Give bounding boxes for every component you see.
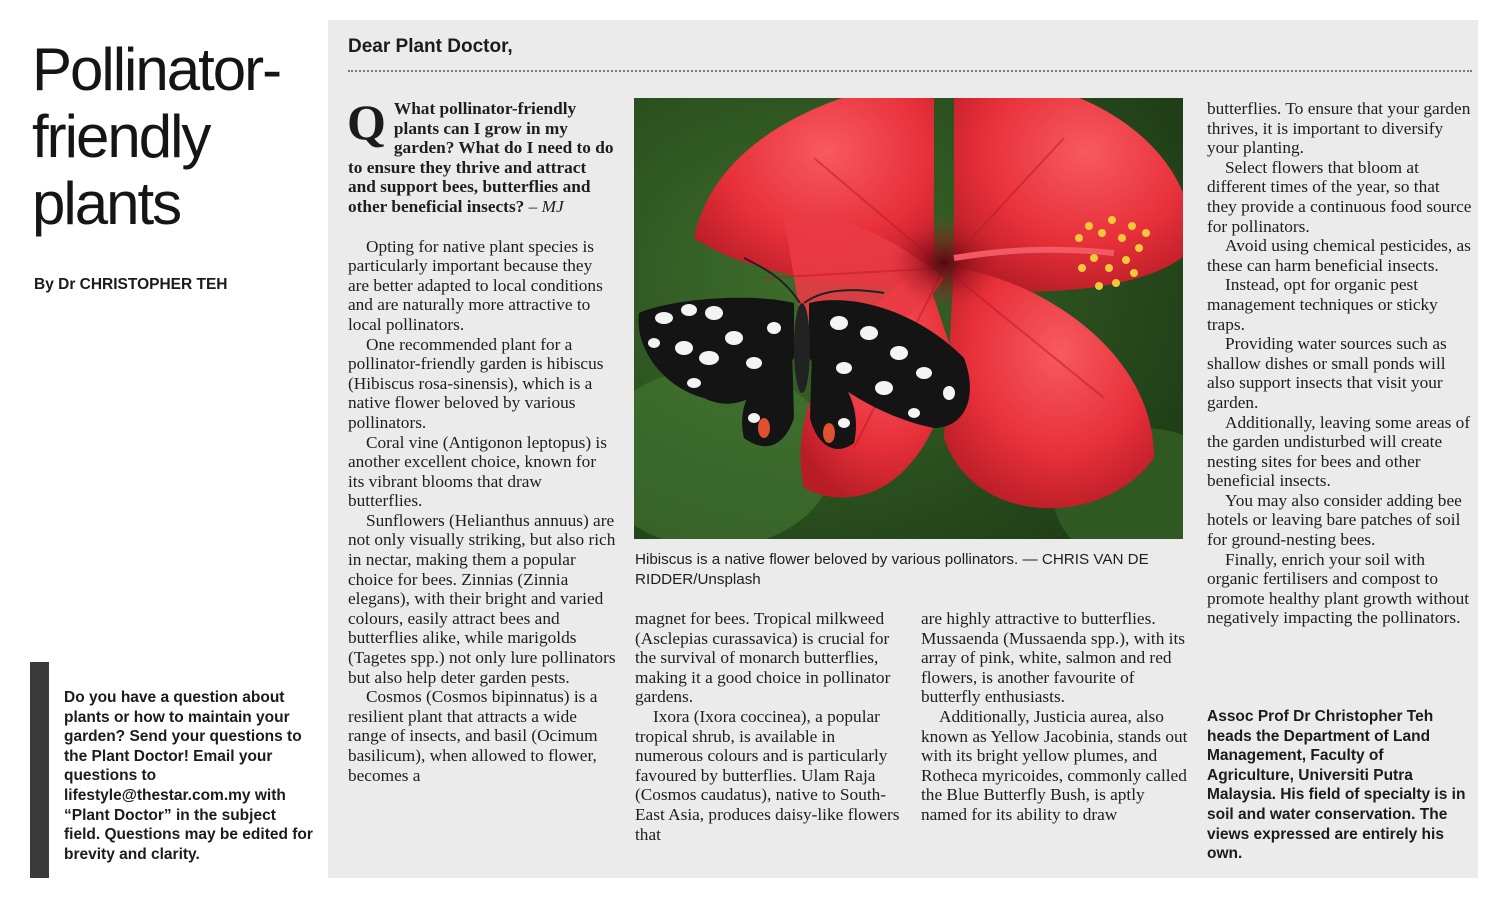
paragraph: One recommended plant for a pollinator-friendly garden is hibiscus (Hibiscus rosa-sinensis), which is a native flower beloved by various pollinators.	[348, 334, 604, 432]
hibiscus-butterfly-photo	[634, 98, 1183, 539]
byline: By Dr CHRISTOPHER TEH	[34, 276, 228, 293]
paragraph: Finally, enrich your soil with organic fertilisers and compost to promote healthy plant growth without negatively impacting the pollinators.	[1207, 549, 1470, 628]
paragraph: Additionally, Justicia aurea, also known as Yellow Jacobinia, stands out with its bright yellow plumes, and Rotheca myricoides, commonly called the Blue Butterfly Bush, is aptly named for its ability to draw	[921, 706, 1188, 824]
paragraph: Providing water sources such as shallow dishes or small ponds will also support insects that visit your garden.	[1207, 334, 1447, 412]
info-box-bar	[30, 662, 49, 878]
hibiscus-butterfly-illustration	[634, 98, 1183, 539]
question-text: What pollinator-friendly plants can I grow in my garden? What do I need to do to ensure they thrive and attract and support bees, butterflies and other beneficial insects?	[348, 99, 614, 216]
paragraph: Sunflowers (Helianthus annuus) are not only visually striking, but also rich in nectar, making them a popular choice for bees. Zinnias (Zinnia elegans), with their bright and varied colours, easily attract bees and butterflies alike, while marigolds (Tagetes spp.) not only lure pollinators but also help deter garden pests.	[348, 510, 616, 687]
paragraph: Avoid using chemical pesticides, as these can harm beneficial insects.	[1207, 236, 1471, 275]
headline-line: Pollinator-	[32, 36, 281, 103]
salutation: Dear Plant Doctor,	[348, 36, 513, 57]
paragraph: Coral vine (Antigonon leptopus) is another excellent choice, known for its vibrant blooms that draw butterflies.	[348, 432, 607, 511]
photo-caption: Hibiscus is a native flower beloved by various pollinators. — CHRIS VAN DE RIDDER/Unsplash	[635, 551, 1149, 588]
paragraph: are highly attractive to butterflies. Mussaenda (Mussaenda spp.), with its array of pink, white, salmon and red flowers, is another favourite of butterfly enthusiasts.	[921, 609, 1185, 707]
info-box	[30, 662, 313, 878]
paragraph: butterflies. To ensure that your garden thrives, it is important to diversify your planting.	[1207, 99, 1471, 158]
paragraph: magnet for bees. Tropical milkweed (Asclepias curassavica) is crucial for the survival of monarch butterflies, making it a good choice in pollinator gardens.	[635, 609, 891, 707]
paragraph: Additionally, leaving some areas of the garden undisturbed will create nesting sites for bees and other beneficial insects.	[1207, 412, 1471, 491]
paragraph: You may also consider adding bee hotels or leaving bare patches of soil for ground-nesting bees.	[1207, 490, 1462, 550]
paragraph: Select flowers that bloom at different times of the year, so that they provide a continuous food source for pollinators.	[1207, 157, 1472, 236]
dotted-divider	[348, 70, 1472, 72]
text-column-2	[635, 609, 903, 844]
question-block	[347, 94, 616, 217]
paragraph: Cosmos (Cosmos bipinnatus) is a resilient plant that attracts a wide range of insects, and basil (Ocimum basilicum), when allowed to flower, becomes a	[348, 687, 598, 785]
headline-line: plants	[32, 170, 181, 237]
question-asker: – MJ	[528, 196, 564, 216]
question-initial: Q	[347, 94, 386, 150]
paragraph: Opting for native plant species is particularly important because they are better adapted to local conditions and are naturally more attractive to local pollinators.	[348, 236, 603, 334]
paragraph: Ixora (Ixora coccinea), a popular tropical shrub, is available in numerous colours and is particularly favoured by butterflies. Ulam Raja (Cosmos caudatus), native to South-East Asia, produces daisy-like flowers that	[635, 706, 900, 844]
info-box-text: Do you have a question about plants or how to maintain your garden? Send your questions to the Plant Doctor! Email your questions to lifestyle@thestar.com.my with “Plant Doctor” in the subject field. Questions may be edited for brevity and clarity.	[64, 689, 313, 863]
text-column-3	[921, 609, 1189, 825]
paragraph: Instead, opt for organic pest management techniques or sticky traps.	[1207, 275, 1438, 334]
text-column-1	[347, 94, 616, 785]
author-bio: Assoc Prof Dr Christopher Teh heads the Department of Land Management, Faculty of Agriculture, Universiti Putra Malaysia. His field of specialty is in soil and water conservation. The views expressed are entirely his own.	[1207, 708, 1466, 863]
headline	[32, 36, 317, 237]
text-column-4	[1207, 99, 1472, 628]
headline-line: friendly	[32, 103, 210, 170]
